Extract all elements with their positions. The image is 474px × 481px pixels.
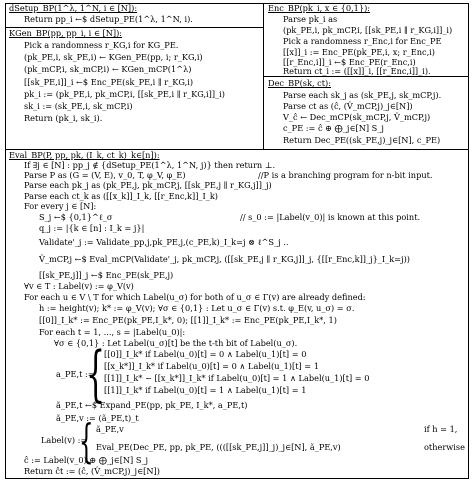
kgen-line: Return (pk_i, sk_i). [24, 113, 103, 123]
eval-line: ã_PE,t ←$ Expand_PE(pp, pk_PE, I_k*, a_PE,t) [56, 400, 248, 410]
case-lhs: a_PE,t := [56, 369, 95, 379]
eval-line: For each t = 1, ..., s = |Label(u_0)|: [39, 327, 186, 337]
enc-line: (pk_PE,i, pk_mCP,i, [[sk_PE,i ∥ r_KG,i]]_i) [283, 25, 453, 35]
dec-line: V_ĉ ← Dec_mCP(sk_mCP,j, V̂_mCP,j) [283, 112, 431, 122]
eval-line: V̂_mCP,j ←$ Eval_mCP(Validate'_j, pk_mCP,j, ([[sk_PE,j ∥ r_KG,j]]_j, {[[r_Enc,k]]_j}_I_k=j)) [39, 254, 410, 264]
dec-line: Parse ct as (ĉ, (V̂_mCP,j)_j∈[N]) [283, 101, 413, 111]
kgen-line: [[sk_PE,i]]_i ←$ Enc_PE(sk_PE,i ∥ r_KG,i) [24, 77, 194, 87]
case-line: [[0]]_I_k* if Label(u_0)[t] = 0 ∧ Label(u_1)[t] = 0 [104, 349, 307, 359]
kgen-line: pk_i := (pk_PE,i, pk_mCP,i, [[sk_PE,i ∥ r_KG,i]]_i) [24, 89, 225, 99]
dsetup-line: Return pp_i ←$ dSetup_PE(1^λ, 1^N, i). [24, 14, 193, 24]
case-line: [[1]]_I_k* if Label(u_0)[t] = 1 ∧ Label(u_1)[t] = 1 [104, 385, 307, 395]
eval-line: ã_PE,v := (ã_PE,t)_t [56, 413, 139, 423]
enc-line: [[r_Enc,i]]_i ←$ Enc_PE(r_Enc,i) [283, 57, 416, 67]
enc-header: Enc_BP(pk_i, x ∈ {0,1}): [268, 3, 371, 13]
eval-line: Parse each pk_j as (pk_PE,j, pk_mCP,j, [[sk_PE,j ∥ r_KG,j]]_j) [24, 180, 272, 190]
eval-line: Validate'_j := Validate_pp,j,pk_PE,j,(c_PE,k)_I_k=j ⊗ ℓ^S_j .. [39, 237, 289, 247]
eval-line: ∀σ ∈ {0,1} : Let Label(u_σ)[t] be the t-th bit of Label(u_σ). [54, 338, 298, 348]
left-brace: { [79, 414, 94, 468]
label-case-cond: otherwise [424, 442, 465, 452]
kgen-line: (pk_PE,i, sk_PE,i) ← KGen_PE(pp, i; r_KG,i) [24, 52, 203, 62]
eval-comment: //P is a branching program for n-bit input. [258, 170, 433, 180]
eval-line: q_j := |{k ∈ [n] : I_k = j}| [39, 223, 145, 233]
eval-comment: // s_0 := |Label(v_0)| is known at this point. [240, 212, 421, 222]
label-case: ã_PE,v [96, 424, 124, 434]
label-case: Eval_PE(Dec_PE, pp, pk_PE, ((([[sk_PE,j]]_j)_j∈[N], ã_PE,v) [96, 442, 341, 452]
case-line: [[x_k*]]_I_k* if Label(u_0)[t] = 0 ∧ Label(u_1)[t] = 1 [104, 361, 319, 371]
eval-line: Parse P as (G = (V, E), v_0, T, φ_V, φ_E) [24, 170, 186, 180]
dec-header: Dec_BP(sk, ct): [268, 78, 332, 88]
eval-line: Parse each ct_k as ([[x_k]]_I_k, [[r_Enc,k]]_I_k) [24, 191, 218, 201]
eval-line: ∀v ∈ T : Label(v) := φ_V(v) [24, 281, 134, 291]
eval-line: h := height(v); k* := φ_V(v); ∀σ ∈ {0,1} : Let u_σ ∈ Γ(v) s.t. φ_E(v, u_σ) = σ. [39, 303, 355, 313]
eval-line: Return ĉt := (ĉ, (V̂_mCP,j)_j∈[N]) [24, 466, 160, 476]
label-lhs: Label(v) := [41, 435, 88, 445]
case-line: [[1]]_I_k* − [[x_k*]]_I_k* if Label(u_0)[t] = 1 ∧ Label(u_1)[t] = 0 [104, 373, 370, 383]
label-case-cond: if h = 1, [424, 424, 458, 434]
left-brace: { [86, 339, 106, 409]
kgen-line: Pick a randomness r_KG,i for KG_PE. [24, 40, 179, 50]
dec-line: Parse each sk_j as (sk_PE,j, sk_mCP,j). [283, 90, 442, 100]
enc-line: [[x]]_i := Enc_PE(pk_PE,i, x; r_Enc,i) [283, 47, 435, 57]
dec-line: c_PE := ĉ ⊕ ⨁_j∈[N] S_j [283, 123, 384, 133]
enc-line: Parse pk_i as [283, 14, 338, 24]
eval-line: If ∃j ∈ [N] : pp_j ∉ {dSetup_PE(1^λ, 1^N, j)} then return ⊥. [24, 160, 276, 170]
enc-line: Return ct_i := ([[x]]_i, [[r_Enc,i]]_i). [283, 66, 431, 76]
eval-line: ĉ := Label(v_0) ⊕ ⨁_j∈[N] S_j [24, 455, 149, 465]
dsetup-header: dSetup_BP(1^λ, 1^N, i ∈ [N]): [9, 3, 138, 13]
eval-line: For each u ∈ V \ T for which Label(u_σ) for both of u_σ ∈ Γ(v) are already defined: [24, 292, 366, 302]
kgen-line: sk_i := (sk_PE,i, sk_mCP,i) [24, 101, 133, 111]
eval-line: [[sk_PE,j]]_j ←$ Enc_PE(sk_PE,j) [39, 270, 174, 280]
eval-line: For every j ∈ [N]: [24, 201, 97, 211]
eval-line: S_j ←$ {0,1}^ℓ_σ [39, 212, 113, 222]
kgen-line: (pk_mCP,i, sk_mCP,i) ← KGen_mCP(1^λ) [24, 64, 192, 74]
eval-line: [[0]]_I_k* := Enc_PE(pk_PE,I_k*, 0); [[1]]_I_k* := Enc_PE(pk_PE,I_k*, 1) [39, 315, 337, 325]
kgen-header: KGen_BP(pp, pp_i, i ∈ [N]): [9, 28, 123, 38]
dec-line: Return Dec_PE((sk_PE,j)_j∈[N], c_PE) [283, 135, 441, 145]
eval-header: Eval_BP(P, pp, pk, (I_k, ct_k)_k∈[n]): [9, 150, 160, 160]
enc-line: Pick a randomness r_Enc,i for Enc_PE [283, 36, 442, 46]
